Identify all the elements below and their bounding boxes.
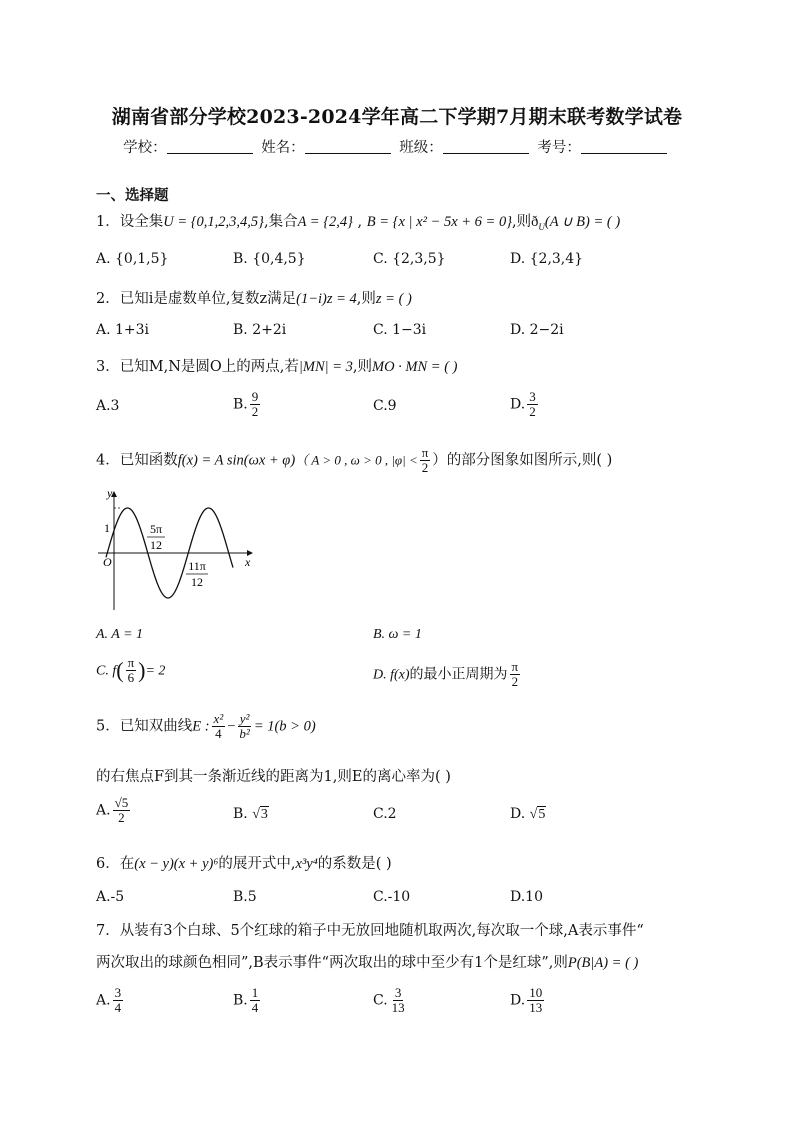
option-d: D. {2,3,4} (510, 251, 584, 267)
numerator: 1 (251, 985, 259, 1000)
option-d: D. 2−2i (510, 322, 564, 338)
math-expr: B = {x | x² − 5x + 6 = 0} (366, 214, 512, 230)
math-expr: P(B|A) = ( ) (567, 955, 639, 971)
question-text: 在 (119, 856, 135, 872)
class-label: 班级： (399, 140, 443, 156)
question-number: 6． (96, 856, 120, 872)
school-label: 学校： (123, 140, 167, 156)
math-expr: （ A > 0 , ω > 0 , |φ| < (295, 452, 418, 468)
question-number: 3． (96, 359, 120, 375)
name-label: 姓名： (261, 140, 305, 156)
option-c: C. {2,3,5} (373, 251, 446, 267)
question-4 (96, 446, 612, 475)
option-b: B.5 (233, 889, 257, 905)
option-label: C. (373, 992, 388, 1009)
math-expr: x³y⁴ (295, 856, 318, 872)
name-blank (305, 139, 391, 154)
option-a: A.-5 (96, 889, 125, 905)
question-text: ,则 (356, 291, 376, 307)
numerator: 3 (529, 389, 536, 404)
option-a: A.3 (96, 398, 120, 414)
number-label: 考号： (537, 140, 581, 156)
numerator: x² (213, 711, 224, 726)
option-d: D.10 (510, 889, 543, 905)
question-text: 从装有3个白球、5个红球的箱子中无放回地随机取两次,每次取一个球,A表示事件“ (119, 923, 644, 939)
question-number: 7． (96, 923, 120, 939)
question-7-line-2 (96, 951, 638, 972)
school-blank (167, 139, 253, 154)
numerator: π (127, 655, 135, 670)
numerator: 9 (251, 389, 259, 404)
option-b (233, 390, 262, 419)
x-axis-label: x (245, 555, 251, 569)
question-text: 已知函数 (119, 452, 178, 469)
question-7 (96, 919, 644, 940)
question-5 (96, 712, 316, 741)
fraction (113, 796, 131, 825)
math-expr: |MN| = 3 (298, 359, 353, 375)
question-number: 1． (96, 214, 120, 230)
question-number: 4． (96, 452, 120, 469)
radicand: 3 (260, 807, 268, 822)
math-expr: E : (192, 718, 210, 735)
complement-symbol: ð (531, 214, 539, 230)
math-expr: f(x) = A sin(ωx + φ) (177, 452, 296, 469)
math-expr: = 1(b > 0) (253, 718, 316, 735)
math-expr: U = {0,1,2,3,4,5} (163, 214, 264, 230)
denominator: 2 (118, 810, 125, 825)
option-c: C.-10 (373, 889, 411, 905)
denominator: 2 (251, 404, 259, 419)
numerator: √5 (114, 795, 129, 810)
radicand: 5 (538, 807, 546, 822)
y-tick-1: 1 (104, 521, 110, 535)
numerator: 3 (394, 985, 402, 1000)
question-text: ,则 (512, 214, 532, 230)
fraction (510, 660, 521, 689)
fraction (527, 390, 538, 419)
option-text: A. A = 1 (96, 627, 144, 642)
separator: , (352, 214, 367, 230)
denominator: 4 (114, 1000, 122, 1015)
denominator: 2 (529, 404, 536, 419)
option-d (510, 390, 540, 419)
option-label: D. (510, 396, 526, 413)
fraction (527, 986, 544, 1015)
denominator: 2 (421, 460, 429, 475)
y-axis-label: y (107, 486, 113, 500)
option-b: B. {0,4,5} (233, 251, 306, 267)
math-subscript: U (538, 221, 545, 232)
question-1 (96, 210, 620, 232)
tick-11pi-12-den: 12 (191, 575, 203, 589)
function-graph (94, 486, 260, 614)
denominator: 4 (215, 726, 222, 741)
denominator: 2 (511, 674, 519, 689)
question-3 (96, 355, 458, 376)
option-a: A. 1+3i (96, 322, 150, 338)
fraction (420, 446, 431, 475)
question-number: 2． (96, 291, 120, 307)
question-text: 两次取出的球颜色相同”,B表示事件“两次取出的球中至少有1个是红球”,则 (96, 955, 568, 971)
option-c (96, 656, 165, 685)
fraction (250, 390, 261, 419)
question-number: 5． (96, 718, 120, 735)
fraction (126, 656, 137, 685)
option-label: A. (96, 802, 111, 819)
student-info-line (0, 136, 794, 157)
denominator: 4 (251, 1000, 259, 1015)
option-label: D. (510, 806, 526, 822)
math-expr: MO · MN = ( ) (372, 359, 458, 375)
numerator: 10 (529, 985, 543, 1000)
question-text: 的展开式中, (218, 856, 296, 872)
numerator: π (511, 659, 519, 674)
question-text: ,则 (352, 359, 372, 375)
option-label: B. (233, 992, 248, 1009)
numerator: y² (239, 711, 250, 726)
question-text: 已知M,N是圆O上的两点,若 (119, 359, 299, 375)
exam-title: 湖南省部分学校2023-2024学年高二下学期7月期末联考数学试卷 (111, 106, 683, 128)
option-label: B. (233, 806, 248, 822)
option-b (233, 986, 262, 1015)
math-expr: (1−i)z = 4 (296, 291, 357, 307)
option-c (373, 986, 409, 1015)
option-c: C.2 (373, 806, 397, 822)
option-text: 的最小正周期为 (409, 666, 508, 683)
origin-label: O (103, 555, 112, 569)
option-a (96, 796, 132, 825)
option-label: B. (233, 396, 248, 413)
option-b: B. 2+2i (233, 322, 287, 338)
option-d (510, 806, 546, 823)
fraction (237, 712, 251, 741)
option-text: = 2 (145, 663, 166, 679)
question-text: 已知双曲线 (119, 718, 193, 735)
fraction (390, 986, 407, 1015)
question-5-line-2: 的右焦点F到其一条渐近线的距离为1,则E的离心率为( ) (96, 769, 451, 785)
option-a: A. {0,1,5} (96, 251, 169, 267)
option-a (96, 986, 125, 1015)
tick-5pi-12-num: 5π (149, 522, 163, 536)
question-text: 的部分图象如图所示,则( ) (446, 452, 613, 469)
section-heading: 一、选择题 (96, 187, 169, 204)
option-b (373, 626, 422, 643)
question-text: 的系数是( ) (317, 856, 392, 872)
math-expr: (x − y)(x + y)⁶ (134, 856, 219, 872)
option-c: C.9 (373, 398, 397, 414)
paren-right: ) (138, 657, 146, 683)
denominator: 6 (127, 670, 135, 685)
fraction (212, 712, 226, 741)
numerator: π (421, 445, 429, 460)
denominator: 13 (391, 1000, 405, 1015)
tick-11pi-12-num: 11π (188, 559, 206, 573)
sqrt: √5 (529, 807, 546, 822)
numerator: 3 (114, 985, 122, 1000)
math-expr: (A ∪ B) = ( ) (544, 214, 621, 230)
option-c: C. 1−3i (373, 322, 427, 338)
fraction (113, 986, 124, 1015)
denominator: b² (239, 726, 250, 741)
option-d (373, 660, 522, 689)
option-label: D. (510, 992, 526, 1009)
question-2 (96, 287, 412, 308)
math-expr: ） (432, 452, 447, 469)
paren-left: ( (116, 657, 124, 683)
math-expr: A = {2,4} (297, 214, 353, 230)
option-label: A. (96, 992, 111, 1009)
option-d (510, 986, 546, 1015)
fraction (250, 986, 261, 1015)
question-6 (96, 852, 392, 873)
graph-svg (94, 486, 260, 614)
tick-5pi-12-den: 12 (150, 538, 162, 552)
option-text: D. f(x) (373, 667, 410, 683)
class-blank (443, 139, 529, 154)
math-expr: z = ( ) (375, 291, 412, 307)
option-text: B. ω = 1 (373, 627, 422, 642)
option-a (96, 626, 143, 643)
sqrt: √3 (252, 807, 268, 822)
option-b (233, 806, 269, 823)
math-expr: − (227, 718, 236, 735)
denominator: 13 (529, 1000, 543, 1015)
question-text: ,集合 (263, 214, 298, 230)
option-text: C. f (96, 663, 117, 679)
question-text: 已知i是虚数单位,复数z满足 (119, 291, 297, 307)
question-text: 设全集 (119, 214, 164, 230)
number-blank (581, 139, 667, 154)
